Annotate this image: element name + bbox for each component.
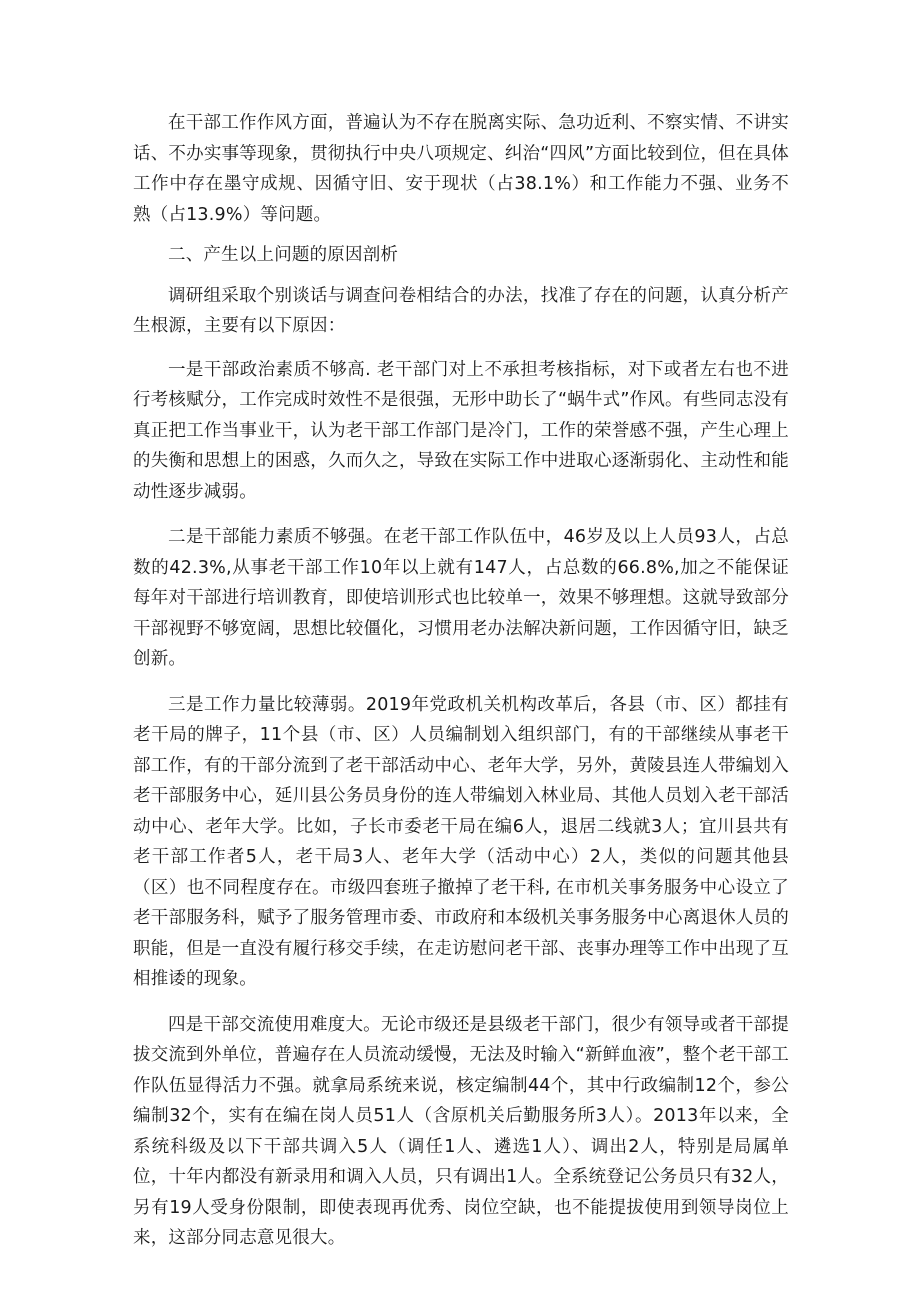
paragraph-research-method: 调研组采取个别谈话与调查问卷相结合的办法，找准了存在的问题，认真分析产生根源，主要有以下原因： <box>133 285 789 336</box>
paragraph-reason-exchange: 四是干部交流使用难度大。无论市级还是县级老干部门，很少有领导或者干部提拔交流到外单位，普遍存在人员流动缓慢，无法及时输入“新鲜血液”，整个老干部工作队伍显得活力不强。就拿局系统来说，核定编制44个，其中行政编制12个，参公编制32个，实有在编在岗人员51人（含原机关后勤服务所3人）。2013年以来，全系统科级及以下干部共调入5人（调任1人、遴选1人）、调出2人，特别是局属单位，十年内都没有新录用和调入人员，只有调出1人。全系统登记公务员只有32人，另有19人受身份限制，即使表现再优秀、岗位空缺，也不能提拔使用到领导岗位上来，这部分同志意见很大。 <box>133 1014 789 1248</box>
paragraph-reason-political-quality: 一是干部政治素质不够高. 老干部门对上不承担考核指标，对下或者左右也不进行考核赋分，工作完成时效性不是很强，无形中助长了“蜗牛式”作风。有些同志没有真正把工作当事业干，认为老干部工作部门是冷门，工作的荣誉感不强，产生心理上的失衡和思想上的困惑，久而久之，导致在实际工作中进取心逐渐弱化、主动性和能动性逐步减弱。 <box>133 359 789 502</box>
paragraph-work-style: 在干部工作作风方面，普遍认为不存在脱离实际、急功近利、不察实情、不讲实话、不办实事等现象，贯彻执行中央八项规定、纠治“四风”方面比较到位，但在具体工作中存在墨守成规、因循守旧、安于现状（占38.1%）和工作能力不强、业务不熟（占13.9%）等问题。 <box>133 113 789 225</box>
section-heading-cause-analysis: 二、产生以上问题的原因剖析 <box>168 245 399 265</box>
document-body <box>133 108 789 1254</box>
paragraph-reason-ability: 二是干部能力素质不够强。在老干部工作队伍中，46岁及以上人员93人，占总数的42.3%,从事老干部工作10年以上就有147人，占总数的66.8%,加之不能保证每年对干部进行培训教育，即使培训形式也比较单一，效果不够理想。这就导致部分干部视野不够宽阔，思想比较僵化，习惯用老办法解决新问题，工作因循守旧，缺乏创新。 <box>133 527 789 669</box>
paragraph-reason-workforce: 三是工作力量比较薄弱。2019年党政机关机构改革后，各县（市、区）都挂有老干局的牌子，11个县（市、区）人员编制划入组织部门，有的干部继续从事老干部工作，有的干部分流到了老干部活动中心、老年大学，另外，黄陵县连人带编划入老干部服务中心，延川县公务员身份的连人带编划入林业局、其他人员划入老干部活动中心、老年大学。比如，子长市委老干局在编6人，退居二线就3人；宜川县共有老干部工作者5人，老干局3人、老年大学（活动中心）2人，类似的问题其他县（区）也不同程度存在。市级四套班子撤掉了老干科, 在市机关事务服务中心设立了老干部服务科，赋予了服务管理市委、市政府和本级机关事务服务中心离退休人员的职能，但是一直没有履行移交手续，在走访慰问老干部、丧事办理等工作中出现了互相推诿的现象。 <box>133 694 789 989</box>
